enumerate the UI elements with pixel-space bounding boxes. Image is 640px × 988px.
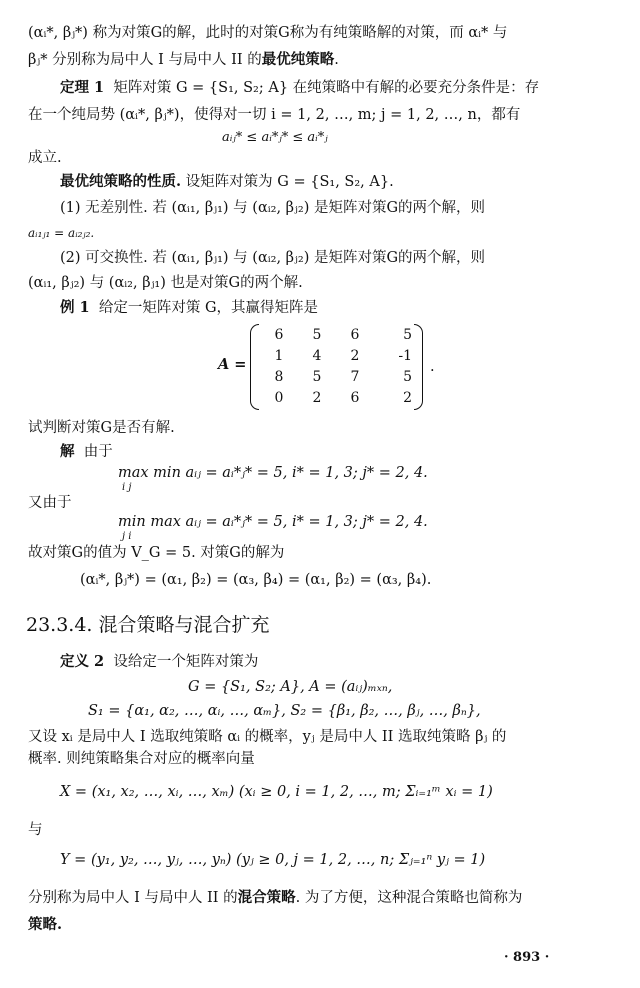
formula: S₁ = {α₁, α₂, …, αᵢ, …, αₘ}, S₂ = {β₁, β₂, …, βⱼ, …, βₙ}, bbox=[88, 703, 481, 719]
formula: (αᵢ*, βⱼ*) = (α₁, β₂) = (α₃, β₄) = (α₁, β₂) = (α₃, β₄). bbox=[80, 572, 432, 588]
text-line: 试判断对策G是否有解. bbox=[28, 420, 175, 436]
text: 矩阵对策 G = {S₁, S₂; A} 在纯策略中有解的必要充分条件是：存 bbox=[113, 80, 540, 96]
matrix-cell: 2 bbox=[403, 389, 412, 406]
matrix-row bbox=[260, 345, 418, 366]
matrix-cell: 7 bbox=[350, 368, 360, 385]
text-line: 又由于 bbox=[28, 495, 72, 511]
text-line: 在一个纯局势 (αᵢ*, βⱼ*)，使得对一切 i = 1, 2, …, m; j = 1, 2, …, n，都有 bbox=[28, 107, 521, 123]
text: 若 (αᵢ₁, βⱼ₁) 与 (αᵢ₂, βⱼ₂) 是矩阵对策G的两个解，则 bbox=[152, 250, 486, 266]
matrix-cell: 5 bbox=[403, 368, 412, 385]
text-line bbox=[60, 443, 113, 461]
text: βⱼ* 分别称为局中人 I 与局中人 II 的 bbox=[28, 52, 262, 68]
label: (2) 可交换性. bbox=[60, 250, 148, 266]
matrix-cell: 5 bbox=[403, 326, 412, 343]
formula: min max aᵢⱼ = aᵢ*ⱼ* = 5, i* = 1, 3; j* = 2, 4. bbox=[118, 514, 428, 530]
text-line bbox=[28, 889, 522, 907]
text-line: 又设 xᵢ 是局中人 I 选取纯策略 αᵢ 的概率，yⱼ 是局中人 II 选取纯策略 βⱼ 的 bbox=[28, 729, 507, 745]
matrix-cell: 5 bbox=[312, 326, 322, 343]
matrix-cell: 6 bbox=[274, 326, 284, 343]
matrix-cell: 6 bbox=[350, 326, 360, 343]
text: 由于 bbox=[83, 444, 113, 460]
matrix-row bbox=[260, 387, 418, 408]
formula-y: Y = (y₁, y₂, …, yⱼ, …, yₙ) (yⱼ ≥ 0, j = 1, 2, …, n; Σⱼ₌₁ⁿ yⱼ = 1) bbox=[60, 852, 486, 868]
text: 给定一矩阵对策 G，其赢得矩阵是 bbox=[98, 300, 319, 316]
example-label: 例 1 bbox=[60, 299, 90, 316]
text-line: 概率. 则纯策略集合对应的概率向量 bbox=[28, 751, 255, 767]
matrix-cell: 0 bbox=[274, 389, 284, 406]
page-number: · 893 · bbox=[504, 950, 550, 965]
definition-2 bbox=[60, 653, 258, 671]
left-paren bbox=[250, 324, 259, 410]
text-line bbox=[60, 249, 485, 267]
definition-label: 定义 2 bbox=[60, 653, 105, 670]
solution-label: 解 bbox=[60, 443, 75, 460]
text: 设给定一个矩阵对策为 bbox=[113, 654, 259, 670]
right-paren bbox=[414, 324, 423, 410]
section-heading: 23.3.4. 混合策略与混合扩充 bbox=[26, 614, 270, 636]
matrix-row bbox=[260, 324, 418, 345]
theorem-label: 定理 1 bbox=[60, 79, 105, 96]
bold-term: 最优纯策略 bbox=[261, 51, 335, 68]
bold-term: 混合策略 bbox=[237, 889, 296, 906]
text-line bbox=[60, 173, 394, 191]
text: 若 (αᵢ₁, βⱼ₁) 与 (αᵢ₂, βⱼ₂) 是矩阵对策G的两个解，则 bbox=[152, 200, 486, 216]
matrix-cell: 6 bbox=[350, 389, 360, 406]
text-line: 故对策G的值为 V_G = 5. 对策G的解为 bbox=[28, 545, 285, 561]
matrix-cell: 5 bbox=[312, 368, 322, 385]
matrix-cell: 4 bbox=[312, 347, 322, 364]
theorem-1 bbox=[60, 79, 539, 97]
matrix-label: A = bbox=[218, 356, 247, 373]
text: . bbox=[334, 52, 339, 68]
period: . bbox=[430, 359, 435, 375]
label: (1) 无差别性. bbox=[60, 200, 148, 216]
text: 分别称为局中人 I 与局中人 II 的 bbox=[28, 890, 238, 906]
formula: aᵢ₁ⱼ₁ = aᵢ₂ⱼ₂. bbox=[28, 226, 95, 240]
formula: max min aᵢⱼ = aᵢ*ⱼ* = 5, i* = 1, 3; j* = 2, 4. bbox=[118, 465, 428, 481]
text-line: 成立. bbox=[28, 150, 62, 166]
matrix-table bbox=[260, 324, 418, 408]
matrix-cell: -1 bbox=[398, 347, 412, 364]
matrix-cell: 1 bbox=[274, 347, 284, 364]
example-1 bbox=[60, 299, 318, 317]
formula-subscript: j i bbox=[122, 531, 132, 542]
matrix-A bbox=[218, 322, 458, 412]
text-line bbox=[60, 199, 485, 217]
text-line: 与 bbox=[28, 822, 43, 838]
formula-x: X = (x₁, x₂, …, xᵢ, …, xₘ) (xᵢ ≥ 0, i = 1, 2, …, m; Σᵢ₌₁ᵐ xᵢ = 1) bbox=[60, 784, 493, 800]
text: 设矩阵对策为 G = {S₁, S₂, A}. bbox=[185, 174, 394, 190]
formula: G = {S₁, S₂; A}, A = (aᵢⱼ)ₘₓₙ, bbox=[188, 679, 393, 695]
matrix-row bbox=[260, 366, 418, 387]
text-line: (αᵢ₁, βⱼ₂) 与 (αᵢ₂, βⱼ₁) 也是对策G的两个解. bbox=[28, 275, 303, 291]
text: . 为了方便，这种混合策略也简称为 bbox=[295, 890, 523, 906]
matrix-cell: 8 bbox=[274, 368, 284, 385]
formula-subscript: i j bbox=[122, 482, 132, 493]
text-line: (αᵢ*, βⱼ*) 称为对策G的解，此时的对策G称为有纯策略解的对策，而 αᵢ* 与 bbox=[28, 25, 508, 41]
formula: aᵢⱼ* ≤ aᵢ*ⱼ* ≤ aᵢ*ⱼ bbox=[222, 130, 328, 145]
bold-term: 最优纯策略的性质. bbox=[60, 173, 182, 190]
matrix-cell: 2 bbox=[312, 389, 322, 406]
matrix-cell: 2 bbox=[350, 347, 360, 364]
text-line bbox=[28, 51, 339, 69]
text-line: 策略. bbox=[28, 916, 63, 933]
